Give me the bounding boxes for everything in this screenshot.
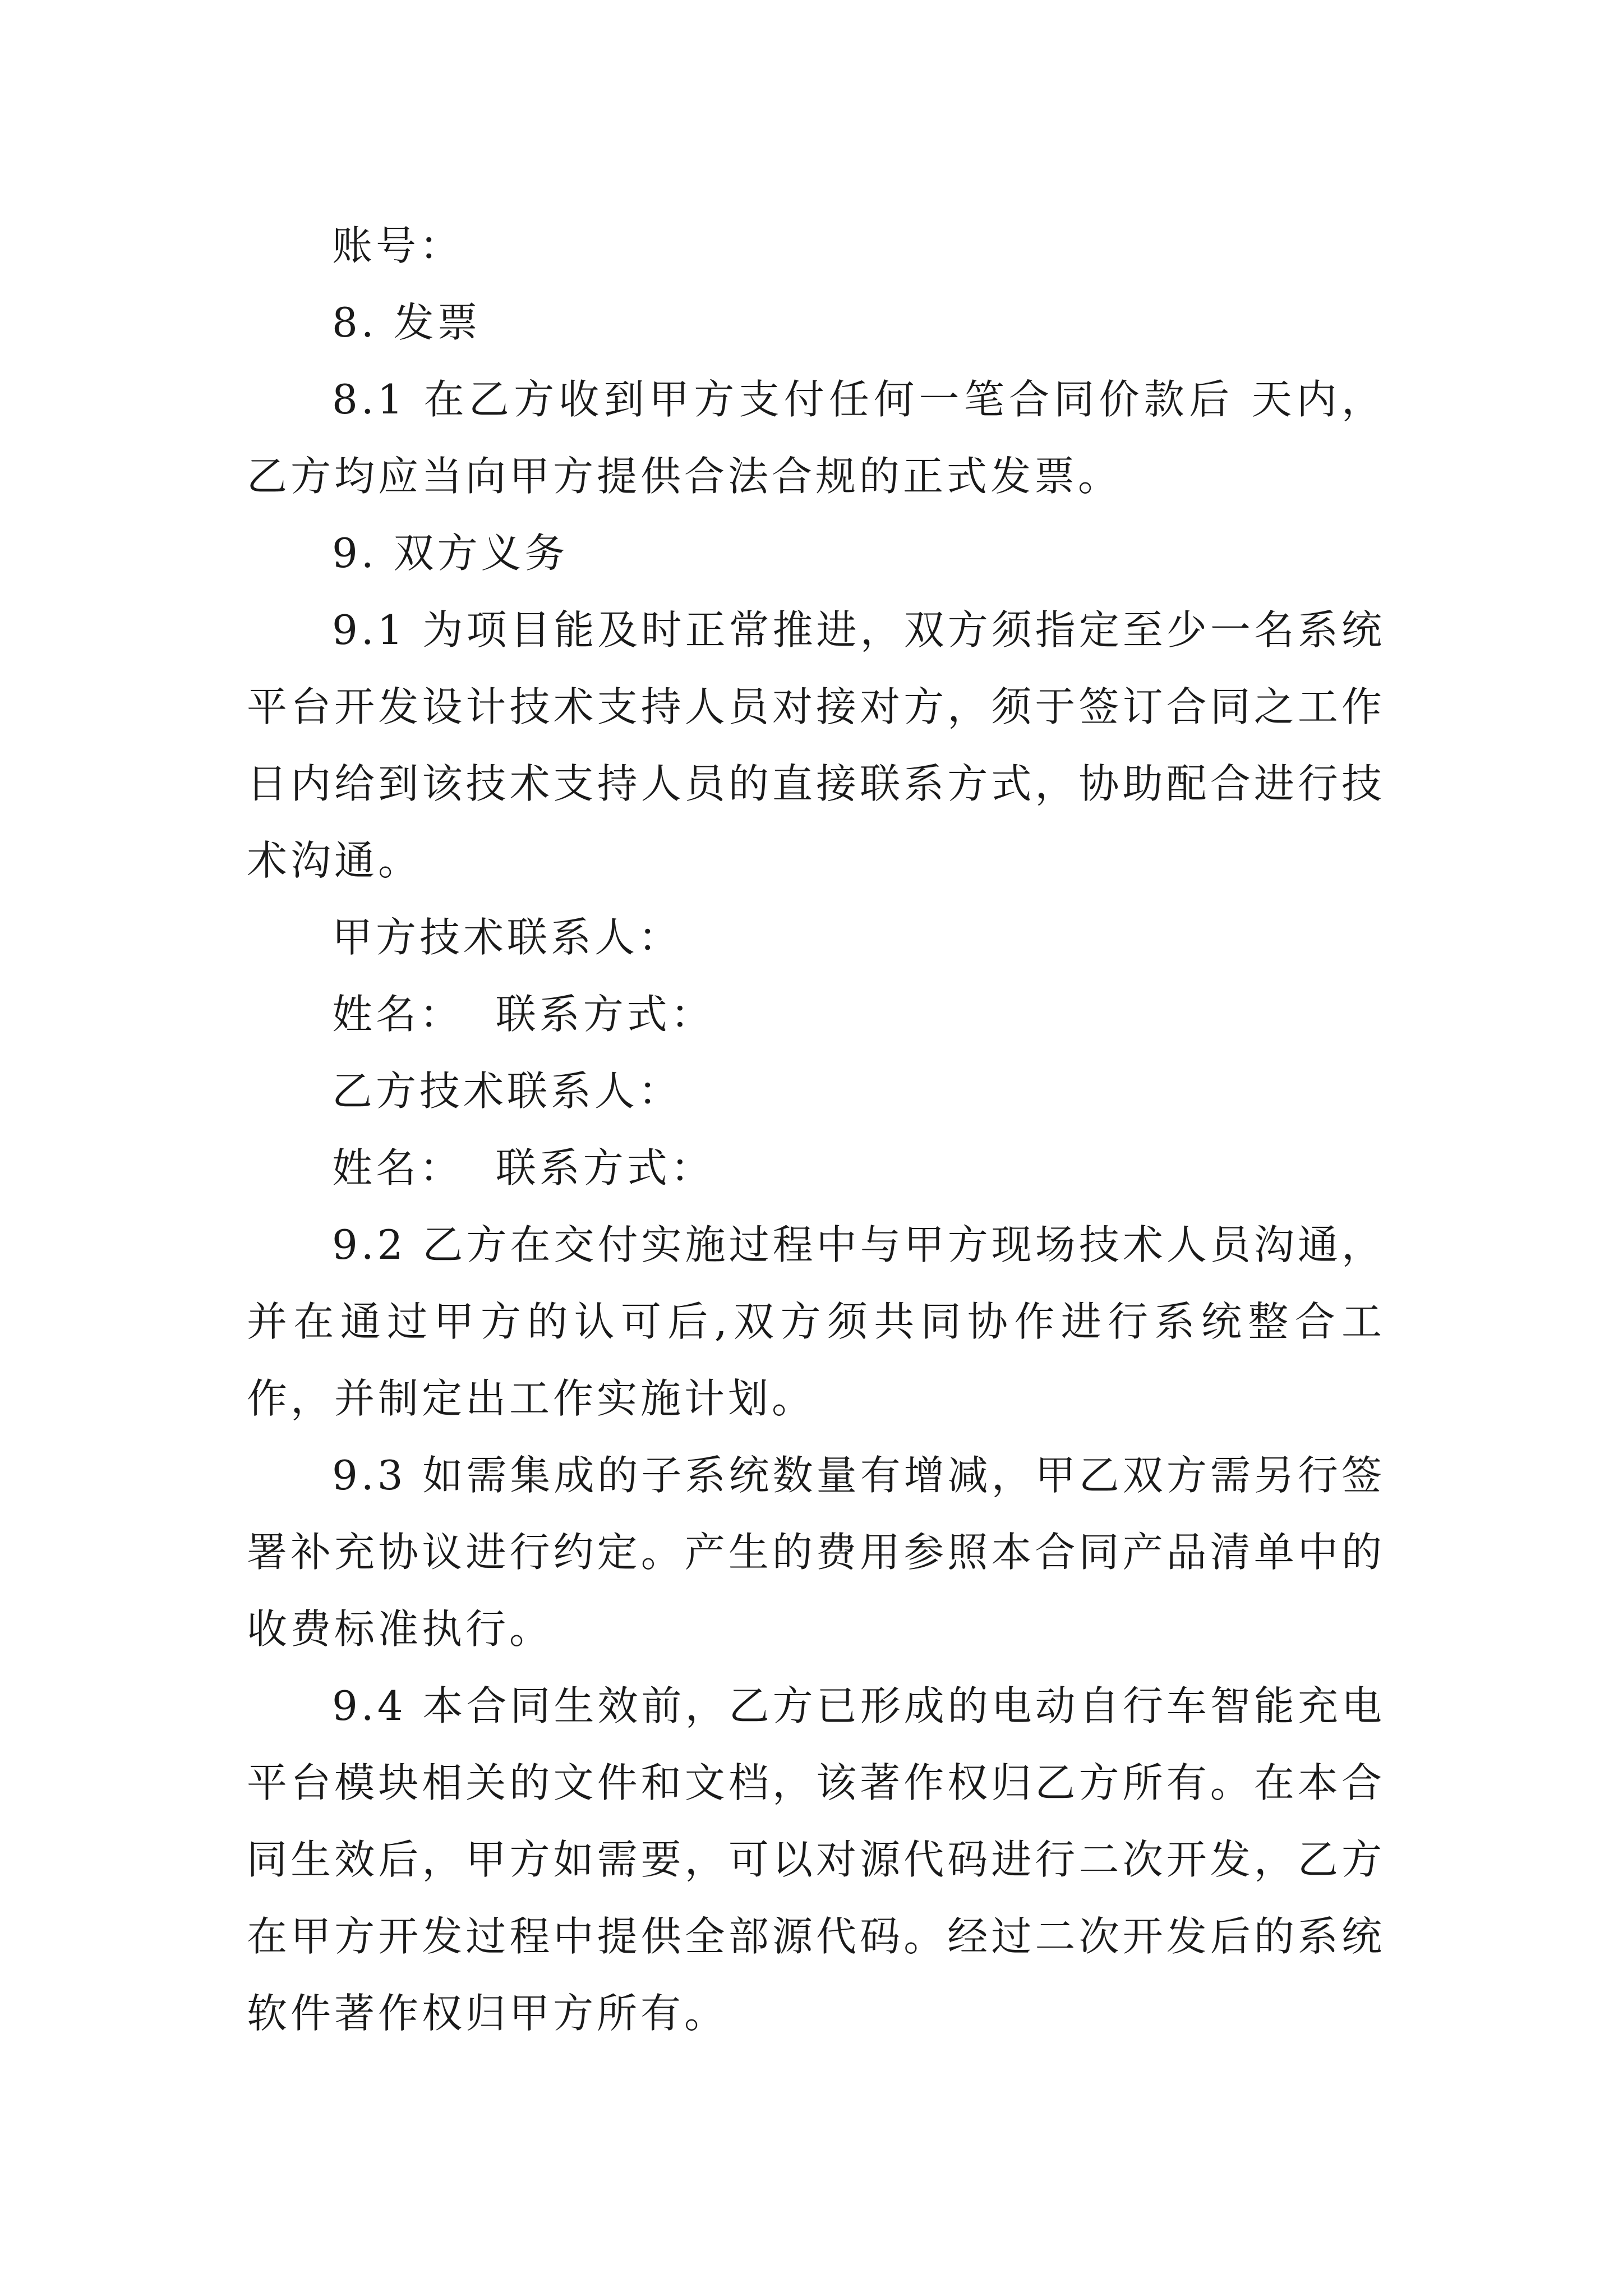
party-b-name-contact: 姓名： 联系方式：: [332, 1144, 714, 1191]
contract-text: [247, 208, 1385, 2052]
clause-9-2: 9.2 乙方在交付实施过程中与甲方现场技术人员沟通，并在通过甲方的认可后,双方须共同协作进行系统整合工作，并制定出工作实施计划。: [247, 1221, 1385, 1422]
clause-9-1: 9.1 为项目能及时正常推进，双方须指定至少一名系统平台开发设计技术支持人员对接对方，须于签订合同之工作日内给到该技术支持人员的直接联系方式，协助配合进行技术沟通。: [247, 606, 1385, 884]
clause-9-4: 9.4 本合同生效前，乙方已形成的电动自行车智能充电平台模块相关的文件和文档，该著作权归乙方所有。在本合同生效后，甲方如需要，可以对源代码进行二次开发，乙方在甲方开发过程中提供全部源代码。经过二次开发后的系统软件著作权归甲方所有。: [247, 1682, 1385, 2037]
party-b-contact-label: 乙方技术联系人：: [332, 1068, 683, 1115]
account-line: 账号：: [332, 222, 464, 269]
party-a-contact-label: 甲方技术联系人：: [332, 914, 683, 961]
section-9-heading: 9. 双方义务: [332, 530, 569, 577]
party-a-name-contact: 姓名： 联系方式：: [332, 991, 714, 1038]
clause-9-3: 9.3 如需集成的子系统数量有增减，甲乙双方需另行签署补充协议进行约定。产生的费用参照本合同产品清单中的收费标准执行。: [247, 1452, 1385, 1653]
section-8-heading: 8. 发票: [332, 299, 481, 346]
clause-8-1: 8.1 在乙方收到甲方支付任何一笔合同价款后 天内，乙方均应当向甲方提供合法合规的正式发票。: [247, 376, 1385, 500]
